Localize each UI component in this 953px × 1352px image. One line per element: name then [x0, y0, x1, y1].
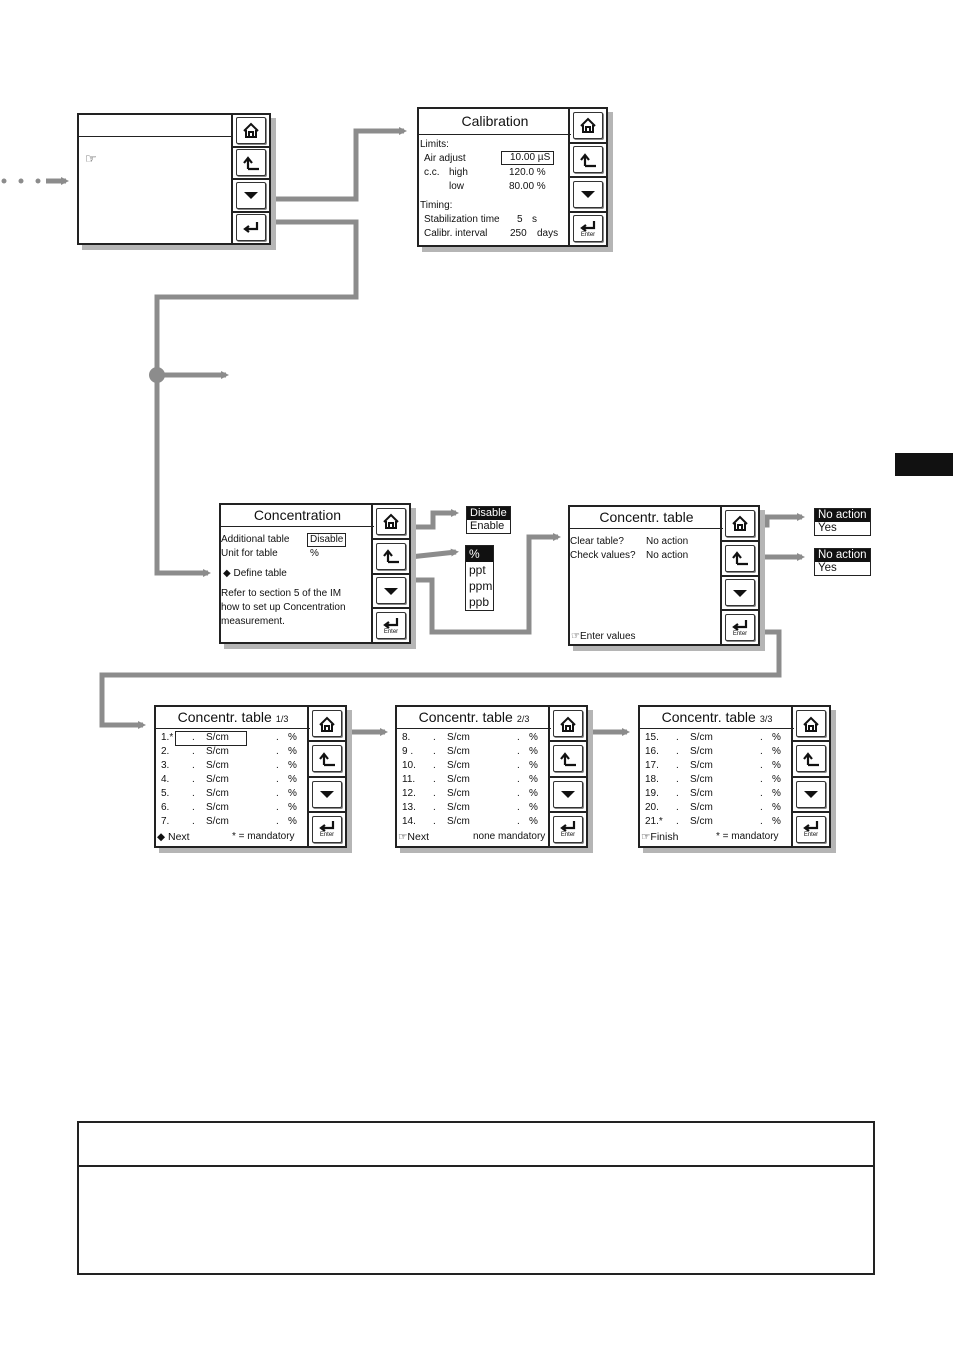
back-button[interactable]	[550, 742, 586, 777]
define-table-item[interactable]: ◆ Define table	[223, 568, 287, 579]
row-index: 19.	[645, 788, 659, 799]
row-conductivity-unit: S/cm	[447, 746, 470, 757]
row-percent-unit: %	[288, 774, 297, 785]
back-arrow-icon	[802, 751, 820, 767]
row-percent-unit: %	[772, 774, 781, 785]
row-conductivity-unit: S/cm	[690, 774, 713, 785]
home-button[interactable]	[570, 109, 606, 144]
down-triangle-icon	[559, 786, 577, 802]
row-concentration-dot[interactable]: .	[760, 774, 763, 785]
row-conductivity-unit: S/cm	[447, 802, 470, 813]
row-percent-unit: %	[772, 732, 781, 743]
back-button[interactable]	[309, 742, 345, 777]
row-concentration-dot[interactable]: .	[517, 802, 520, 813]
row-percent-unit: %	[288, 746, 297, 757]
row-conductivity-unit: S/cm	[447, 816, 470, 827]
chapter-tab	[895, 453, 953, 476]
pointer-icon: ☞	[85, 151, 97, 166]
check-values-label: Check values?	[570, 550, 636, 561]
screen-title	[397, 707, 551, 729]
concentr-table-page-1-screen	[154, 705, 347, 848]
row-percent-unit: %	[529, 774, 538, 785]
back-arrow-icon	[318, 751, 336, 767]
additional-table-value[interactable]: Disable	[307, 533, 346, 547]
row-conductivity-unit: S/cm	[447, 788, 470, 799]
row-index: 3.	[161, 760, 170, 771]
interval-unit: days	[537, 228, 559, 239]
row-conductivity-dot[interactable]: .	[433, 746, 436, 757]
option-disable[interactable]: Disable	[467, 507, 510, 520]
option-no-action[interactable]: No action	[815, 509, 870, 522]
row-conductivity-dot[interactable]: .	[192, 760, 195, 771]
row-conductivity-unit: S/cm	[690, 802, 713, 813]
row-index: 21.*	[645, 816, 663, 827]
row-conductivity-dot[interactable]: .	[433, 774, 436, 785]
concentr-table-screen	[568, 505, 760, 646]
stabilization-value[interactable]: 5	[517, 214, 523, 225]
row-concentration-dot[interactable]: .	[760, 788, 763, 799]
row-conductivity-unit: S/cm	[690, 760, 713, 771]
page-number: 3/3	[759, 714, 773, 724]
row-index: 7.	[161, 816, 170, 827]
row-index: 13.	[402, 802, 416, 813]
row-index: 9 .	[402, 746, 414, 757]
row-conductivity-dot[interactable]: .	[192, 746, 195, 757]
home-button[interactable]	[373, 505, 409, 540]
screen-title-bar	[79, 115, 233, 137]
row-conductivity-dot[interactable]: .	[192, 732, 195, 743]
calibration-screen	[417, 107, 608, 247]
row-concentration-dot[interactable]: .	[760, 816, 763, 827]
button-column	[548, 707, 586, 846]
note-line-2: how to set up Concentration	[221, 602, 346, 613]
row-conductivity-unit: S/cm	[206, 802, 229, 813]
enter-button[interactable]	[373, 609, 409, 642]
main-menu-screen	[77, 113, 271, 245]
option-ppt[interactable]: ppt	[469, 563, 486, 577]
row-percent-unit: %	[529, 802, 538, 813]
enter-icon	[802, 820, 820, 832]
row-conductivity-dot[interactable]: .	[433, 788, 436, 799]
option-ppm[interactable]: ppm	[469, 579, 493, 593]
back-button[interactable]	[722, 542, 758, 577]
row-index: 5.	[161, 788, 170, 799]
home-button[interactable]	[309, 707, 345, 742]
button-column	[371, 505, 409, 642]
footer-note: none mandatory	[473, 831, 546, 842]
row-concentration-dot[interactable]: .	[517, 774, 520, 785]
concentration-screen	[219, 503, 411, 644]
down-button[interactable]	[722, 577, 758, 612]
row-concentration-dot[interactable]: .	[276, 760, 279, 771]
page-title: Concentr. table	[661, 709, 756, 725]
row-conductivity-unit: S/cm	[206, 788, 229, 799]
row-conductivity-dot[interactable]: .	[676, 760, 679, 771]
row-index: 17.	[645, 760, 659, 771]
row-concentration-dot[interactable]: .	[517, 746, 520, 757]
interval-value[interactable]: 250	[510, 228, 527, 239]
down-button[interactable]	[373, 575, 409, 610]
row-index: 16.	[645, 746, 659, 757]
screen-title: Concentration	[221, 505, 374, 527]
row-conductivity-unit: S/cm	[690, 746, 713, 757]
row-concentration-dot[interactable]: .	[276, 788, 279, 799]
cc-high-label: high	[449, 167, 468, 178]
timing-label: Timing:	[420, 200, 453, 211]
note-line-3: measurement.	[221, 616, 285, 627]
row-index: 20.	[645, 802, 659, 813]
row-conductivity-dot[interactable]: .	[676, 788, 679, 799]
option-ppb[interactable]: ppb	[469, 595, 490, 609]
down-button[interactable]	[550, 778, 586, 813]
footer-next[interactable]: ☞Finish	[641, 831, 679, 843]
clear-table-popup	[814, 508, 871, 536]
row-conductivity-unit: S/cm	[690, 788, 713, 799]
row-concentration-dot[interactable]: .	[276, 774, 279, 785]
row-index: 1.*	[161, 732, 174, 743]
unit-popup	[465, 545, 494, 611]
down-button[interactable]	[233, 180, 269, 213]
row-percent-unit: %	[288, 802, 297, 813]
unit-label: Unit for table	[221, 548, 278, 559]
row-percent-unit: %	[529, 732, 538, 743]
row-index: 6.	[161, 802, 170, 813]
enter-caption: Enter	[383, 628, 399, 635]
interval-label: Calibr. interval	[424, 228, 488, 239]
screen-title: Calibration	[419, 109, 571, 135]
row-percent-unit: %	[288, 816, 297, 827]
row-conductivity-unit: S/cm	[206, 816, 229, 827]
row-concentration-dot[interactable]: .	[276, 732, 279, 743]
note-line-1: Refer to section 5 of the IM	[221, 588, 342, 599]
row-percent-unit: %	[772, 746, 781, 757]
row-index: 4.	[161, 774, 170, 785]
back-arrow-icon	[559, 751, 577, 767]
screen-title: Concentr. table	[570, 507, 723, 529]
home-button[interactable]	[722, 507, 758, 542]
back-button[interactable]	[233, 148, 269, 181]
air-adjust-value[interactable]: 10.00 µS	[501, 151, 554, 165]
clear-table-label: Clear table?	[570, 536, 624, 547]
page-number: 1/3	[275, 714, 289, 724]
row-conductivity-unit: S/cm	[447, 774, 470, 785]
concentr-table-page-3-screen	[638, 705, 831, 848]
back-arrow-icon	[579, 152, 597, 168]
row-concentration-dot[interactable]: .	[760, 732, 763, 743]
home-icon	[318, 716, 336, 732]
enter-icon	[318, 820, 336, 832]
enter-button[interactable]	[793, 813, 829, 846]
limits-label: Limits:	[420, 139, 449, 150]
enter-icon	[382, 617, 400, 629]
row-index: 14.	[402, 816, 416, 827]
cc-low-label: low	[449, 181, 465, 192]
home-icon	[802, 716, 820, 732]
button-column	[791, 707, 829, 846]
row-percent-unit: %	[529, 760, 538, 771]
cc-high-value[interactable]: 120.0 %	[509, 167, 546, 178]
row-conductivity-dot[interactable]: .	[192, 816, 195, 827]
footer-next[interactable]: ◆ Next	[157, 831, 190, 843]
row-conductivity-unit: S/cm	[447, 732, 470, 743]
check-values-value[interactable]: No action	[646, 550, 689, 561]
check-values-popup	[814, 548, 871, 576]
home-button[interactable]	[233, 115, 269, 148]
down-button[interactable]	[793, 778, 829, 813]
down-triangle-icon	[579, 186, 597, 202]
row-edit-cursor[interactable]	[175, 731, 247, 746]
row-concentration-dot[interactable]: .	[760, 760, 763, 771]
option-no-action[interactable]: No action	[815, 549, 870, 562]
row-conductivity-dot[interactable]: .	[676, 732, 679, 743]
row-conductivity-unit: S/cm	[206, 746, 229, 757]
back-arrow-icon	[242, 155, 260, 171]
option-yes[interactable]: Yes	[818, 562, 837, 574]
row-conductivity-unit: S/cm	[206, 774, 229, 785]
row-percent-unit: %	[772, 802, 781, 813]
enter-caption: Enter	[560, 832, 576, 839]
arrow-to-action-popup-1	[760, 517, 802, 525]
down-triangle-icon	[318, 786, 336, 802]
row-percent-unit: %	[529, 746, 538, 757]
arrow-to-calibration	[270, 131, 404, 199]
air-adjust-label: Air adjust	[424, 153, 466, 164]
down-triangle-icon	[731, 585, 749, 601]
footer-next[interactable]: ☞Next	[398, 831, 430, 843]
down-triangle-icon	[802, 786, 820, 802]
row-conductivity-unit: S/cm	[206, 760, 229, 771]
row-index: 12.	[402, 788, 416, 799]
row-conductivity-dot[interactable]: .	[433, 760, 436, 771]
back-button[interactable]	[570, 144, 606, 179]
enter-button[interactable]	[722, 611, 758, 644]
row-conductivity-dot[interactable]: .	[192, 774, 195, 785]
row-concentration-dot[interactable]: .	[517, 816, 520, 827]
stabilization-unit: s	[532, 214, 537, 225]
row-concentration-dot[interactable]: .	[517, 732, 520, 743]
home-icon	[559, 716, 577, 732]
home-icon	[382, 513, 400, 529]
row-concentration-dot[interactable]: .	[517, 760, 520, 771]
row-percent-unit: %	[288, 760, 297, 771]
option-yes[interactable]: Yes	[818, 522, 837, 534]
row-index: 2.	[161, 746, 170, 757]
home-button[interactable]	[793, 707, 829, 742]
down-triangle-icon	[242, 187, 260, 203]
enter-caption: Enter	[803, 832, 819, 839]
down-button[interactable]	[309, 778, 345, 813]
enter-caption: Enter	[319, 832, 335, 839]
stabilization-label: Stabilization time	[424, 214, 500, 225]
concentr-table-page-2-screen	[395, 705, 588, 848]
enter-caption: Enter	[580, 231, 596, 238]
row-index: 15.	[645, 732, 659, 743]
enter-caption: Enter	[732, 630, 748, 637]
enable-disable-popup	[466, 506, 511, 534]
enter-button[interactable]	[570, 213, 606, 246]
row-conductivity-dot[interactable]: .	[433, 732, 436, 743]
button-column	[307, 707, 345, 846]
back-button[interactable]	[373, 540, 409, 575]
row-percent-unit: %	[772, 816, 781, 827]
page-number: 2/3	[516, 714, 530, 724]
page-title: Concentr. table	[177, 709, 272, 725]
row-conductivity-unit: S/cm	[690, 732, 713, 743]
arrow-to-disable-popup	[410, 513, 456, 527]
enter-button[interactable]	[550, 813, 586, 846]
page-title: Concentr. table	[418, 709, 513, 725]
clear-table-value[interactable]: No action	[646, 536, 689, 547]
home-icon	[731, 515, 749, 531]
row-index: 8.	[402, 732, 411, 743]
row-concentration-dot[interactable]: .	[276, 802, 279, 813]
cc-low-value[interactable]: 80.00 %	[509, 181, 546, 192]
row-percent-unit: %	[288, 732, 297, 743]
unit-value[interactable]: %	[310, 548, 319, 559]
row-percent-unit: %	[772, 760, 781, 771]
down-button[interactable]	[570, 178, 606, 213]
row-percent-unit: %	[288, 788, 297, 799]
back-button[interactable]	[793, 742, 829, 777]
enter-button[interactable]	[233, 213, 269, 244]
legend-box	[77, 1121, 875, 1275]
row-percent-unit: %	[772, 788, 781, 799]
enter-icon	[731, 619, 749, 631]
junction-dot	[149, 367, 165, 383]
home-icon	[579, 117, 597, 133]
legend-header	[79, 1123, 873, 1167]
row-percent-unit: %	[529, 816, 538, 827]
footer-note: * = mandatory	[232, 831, 295, 842]
row-conductivity-dot[interactable]: .	[433, 816, 436, 827]
row-concentration-dot[interactable]: .	[517, 788, 520, 799]
down-triangle-icon	[382, 583, 400, 599]
row-index: 11.	[402, 774, 416, 785]
row-conductivity-dot[interactable]: .	[676, 816, 679, 827]
row-conductivity-unit: S/cm	[447, 760, 470, 771]
button-column	[720, 507, 758, 644]
enter-icon	[242, 221, 260, 235]
enter-button[interactable]	[309, 813, 345, 846]
row-conductivity-dot[interactable]: .	[192, 802, 195, 813]
option-percent[interactable]: %	[466, 546, 493, 562]
back-arrow-icon	[731, 550, 749, 566]
screen-title	[156, 707, 310, 729]
back-arrow-icon	[382, 548, 400, 564]
arrow-to-unit-popup	[410, 552, 456, 557]
row-conductivity-dot[interactable]: .	[676, 802, 679, 813]
option-enable[interactable]: Enable	[470, 520, 505, 532]
additional-table-label: Additional table	[221, 534, 290, 545]
row-conductivity-dot[interactable]: .	[433, 802, 436, 813]
row-index: 10.	[402, 760, 416, 771]
row-conductivity-dot[interactable]: .	[192, 788, 195, 799]
cc-label: c.c.	[424, 167, 440, 178]
row-index: 18.	[645, 774, 659, 785]
row-conductivity-unit: S/cm	[206, 732, 229, 743]
row-concentration-dot[interactable]: .	[276, 746, 279, 757]
footer-note: * = mandatory	[716, 831, 779, 842]
enter-values-item[interactable]: ☞Enter values	[571, 631, 636, 642]
button-column	[231, 115, 269, 243]
button-column	[568, 109, 606, 245]
enter-icon	[579, 220, 597, 232]
enter-icon	[559, 820, 577, 832]
screen-title	[640, 707, 794, 729]
row-concentration-dot[interactable]: .	[760, 802, 763, 813]
home-icon	[242, 122, 260, 138]
row-conductivity-dot[interactable]: .	[676, 746, 679, 757]
home-button[interactable]	[550, 707, 586, 742]
row-conductivity-dot[interactable]: .	[676, 774, 679, 785]
entry-dots	[2, 179, 41, 184]
row-conductivity-unit: S/cm	[690, 816, 713, 827]
row-concentration-dot[interactable]: .	[760, 746, 763, 757]
row-concentration-dot[interactable]: .	[276, 816, 279, 827]
row-percent-unit: %	[529, 788, 538, 799]
